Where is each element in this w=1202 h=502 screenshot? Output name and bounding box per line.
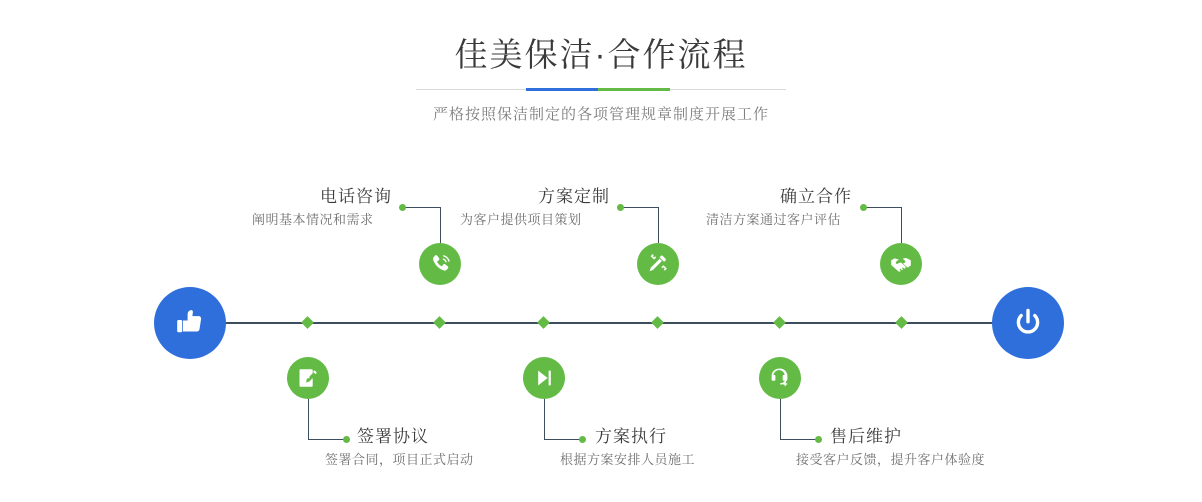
headset-support-icon [768,366,792,390]
axis-marker [301,316,314,329]
axis-marker [651,316,664,329]
handshake-icon [889,252,913,276]
timeline-end-node [992,287,1064,359]
diagram-header [0,34,1202,124]
connector-3-horizontal [621,207,658,208]
axis-marker [773,316,786,329]
step-title-3: 方案定制 [538,187,610,206]
connector-5-dot [860,204,867,211]
step-title-2: 签署协议 [357,427,429,446]
step-icon-3 [637,243,679,285]
axis-marker [433,316,446,329]
page-title: 佳美保洁·合作流程 [454,36,748,73]
connector-1-horizontal [403,207,440,208]
step-desc-3: 为客户提供项目策划 [460,212,582,227]
axis-marker [537,316,550,329]
step-icon-5 [880,243,922,285]
connector-1-vertical [440,207,441,243]
page-subtitle: 严格按照保洁制定的各项管理规章制度开展工作 [432,106,769,123]
connector-3-dot [617,204,624,211]
step-title-5: 确立合作 [780,187,852,206]
divider-green-segment [598,88,670,91]
axis-marker [895,316,908,329]
step-title-1: 电话咨询 [320,187,392,206]
connector-6-vertical [780,399,781,439]
document-edit-icon [296,366,320,390]
step-label-1 [252,186,397,230]
step-label-2 [325,426,474,470]
step-desc-5: 清洁方案通过客户评估 [706,212,842,227]
phone-call-icon [428,252,452,276]
step-icon-6 [759,357,801,399]
step-label-5 [706,186,858,230]
connector-3-vertical [658,207,659,243]
step-desc-4: 根据方案安排人员施工 [560,452,696,467]
step-label-4 [560,426,695,470]
connector-1-dot [399,204,406,211]
step-icon-1 [419,243,461,285]
step-desc-2: 签署合同，项目正式启动 [325,452,474,467]
title-divider [416,88,786,91]
thumbs-up-icon [172,305,208,341]
step-label-3 [460,186,615,230]
connector-5-vertical [901,207,902,243]
power-icon [1010,305,1046,341]
divider-blue-segment [526,88,598,91]
step-icon-4 [523,357,565,399]
step-title-6: 售后维护 [830,427,902,446]
step-icon-2 [287,357,329,399]
play-forward-icon [532,366,556,390]
connector-4-vertical [544,399,545,439]
step-title-4: 方案执行 [595,427,667,446]
connector-5-horizontal [864,207,901,208]
pen-ruler-icon [646,252,670,276]
step-label-6 [796,426,985,470]
step-desc-6: 接受客户反馈，提升客户体验度 [796,452,986,467]
connector-2-vertical [308,399,309,439]
step-desc-1: 阐明基本情况和需求 [252,212,374,227]
timeline-start-node [154,287,226,359]
